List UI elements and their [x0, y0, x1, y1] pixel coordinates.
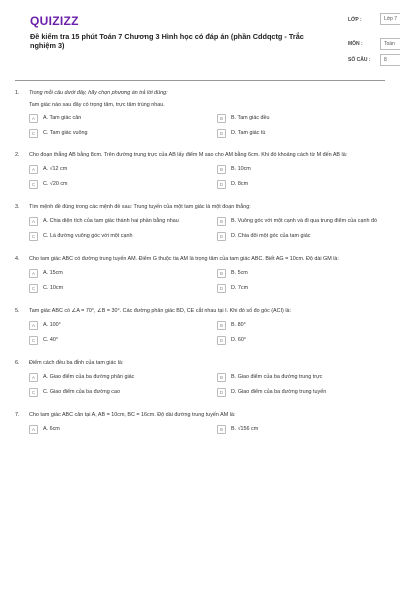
question-subtext: Tam giác nào sau đây có trọng tâm, trực tâm trùng nhau.	[29, 102, 165, 108]
option-letter-box: A	[29, 217, 38, 226]
answer-option-b[interactable]	[217, 373, 385, 382]
option-letter-box: D	[217, 388, 226, 397]
question-item	[15, 360, 385, 397]
count-value: 8	[380, 54, 400, 66]
question-text: Trong mỗi câu dưới đây, hãy chọn phương án trả lời đúng:	[29, 90, 168, 96]
answer-option-a[interactable]	[29, 373, 197, 382]
option-letter-box: C	[29, 336, 38, 345]
question-list	[15, 90, 385, 434]
document-title: Đề kiểm tra 15 phút Toán 7 Chương 3 Hình học có đáp án (phần Cddqctg - Trắc nghiệm 3)	[30, 32, 304, 50]
answer-option-b[interactable]	[217, 165, 385, 174]
option-letter-box: C	[29, 232, 38, 241]
answer-option-b[interactable]	[217, 321, 385, 330]
answer-option-b[interactable]	[217, 114, 385, 123]
option-letter-box: C	[29, 388, 38, 397]
question-header	[15, 90, 385, 97]
option-letter-box: B	[217, 425, 226, 434]
answer-option-a[interactable]	[29, 321, 197, 330]
answer-options	[29, 114, 385, 138]
question-text: Cho tam giác ABC cân tại A, AB = 10cm, BC = 16cm. Độ dài đường trung tuyến AM là:	[29, 412, 236, 418]
answer-option-b[interactable]	[217, 425, 385, 434]
option-text: B. √156 cm	[231, 426, 259, 432]
option-text: D. Chia đôi một góc của tam giác	[231, 233, 311, 239]
question-header	[15, 256, 385, 263]
option-text: C. Tam giác vuông	[43, 130, 88, 136]
answer-option-c[interactable]	[29, 232, 197, 241]
option-letter-box: A	[29, 269, 38, 278]
question-number: 3.	[15, 204, 20, 210]
option-letter-box: B	[217, 373, 226, 382]
option-text: D. 8cm	[231, 181, 249, 187]
answer-option-d[interactable]	[217, 232, 385, 241]
option-letter-box: A	[29, 114, 38, 123]
answer-option-c[interactable]	[29, 336, 197, 345]
question-header	[15, 412, 385, 419]
option-text: B. 80°	[231, 322, 246, 328]
option-letter-box: B	[217, 114, 226, 123]
option-letter-box: B	[217, 165, 226, 174]
option-text: D. 60°	[231, 337, 247, 343]
answer-option-c[interactable]	[29, 284, 197, 293]
answer-option-c[interactable]	[29, 388, 197, 397]
answer-option-d[interactable]	[217, 388, 385, 397]
class-value: Lớp 7	[380, 13, 400, 25]
answer-option-c[interactable]	[29, 180, 197, 189]
answer-options	[29, 373, 385, 397]
option-text: B. Tam giác đều	[231, 115, 270, 121]
question-number: 6.	[15, 360, 20, 366]
question-number: 7.	[15, 412, 20, 418]
question-number: 4.	[15, 256, 20, 262]
question-header	[15, 152, 385, 159]
option-letter-box: D	[217, 180, 226, 189]
option-letter-box: D	[217, 129, 226, 138]
option-letter-box: C	[29, 129, 38, 138]
option-text: B. Giao điểm của ba đường trung trực	[231, 374, 323, 380]
question-header	[15, 360, 385, 367]
question-text: Tìm mệnh đề đúng trong các mệnh đề sau: Trung tuyến của một tam giác là một đoạn thẳng:	[29, 204, 251, 210]
option-letter-box: C	[29, 284, 38, 293]
option-letter-box: A	[29, 373, 38, 382]
subject-value: Toán	[380, 38, 400, 50]
answer-options	[29, 165, 385, 189]
header-divider	[15, 80, 385, 81]
answer-option-a[interactable]	[29, 165, 197, 174]
question-header	[15, 204, 385, 211]
option-text: B. 5cm	[231, 270, 248, 276]
option-letter-box: D	[217, 336, 226, 345]
option-text: A. Chia diện tích của tam giác thành hai phần bằng nhau	[43, 218, 179, 224]
question-item	[15, 412, 385, 434]
answer-option-a[interactable]	[29, 269, 197, 278]
answer-option-d[interactable]	[217, 284, 385, 293]
question-number: 5.	[15, 308, 20, 314]
question-item	[15, 90, 385, 138]
option-text: B. 10cm	[231, 166, 251, 172]
answer-option-b[interactable]	[217, 217, 385, 226]
option-letter-box: D	[217, 284, 226, 293]
question-item	[15, 204, 385, 241]
option-text: A. Giao điểm của ba đường phân giác	[43, 374, 135, 380]
answer-option-d[interactable]	[217, 180, 385, 189]
answer-option-d[interactable]	[217, 129, 385, 138]
question-item	[15, 256, 385, 293]
option-text: D. Giao điểm của ba đường trung tuyến	[231, 389, 327, 395]
option-text: C. 10cm	[43, 285, 64, 291]
option-text: B. Vuông góc với một cạnh và đi qua trung điểm của cạnh đó	[231, 218, 377, 224]
option-text: A. 100°	[43, 322, 61, 328]
question-header	[15, 308, 385, 315]
option-text: C. 40°	[43, 337, 59, 343]
option-letter-box: C	[29, 180, 38, 189]
class-label: LỚP :	[348, 17, 362, 23]
answer-option-a[interactable]	[29, 114, 197, 123]
question-item	[15, 308, 385, 345]
answer-option-a[interactable]	[29, 425, 197, 434]
question-text: Cho tam giác ABC có đường trung tuyến AM. Điểm G thuộc tia AM là trọng tâm của tam giác ABC. Biết AG = 10cm. Độ dài GM là:	[29, 256, 339, 262]
option-letter-box: A	[29, 321, 38, 330]
option-text: C. Là đường vuông góc với một cạnh	[43, 233, 133, 239]
option-letter-box: A	[29, 165, 38, 174]
option-letter-box: B	[217, 321, 226, 330]
answer-option-c[interactable]	[29, 129, 197, 138]
answer-options	[29, 425, 385, 434]
option-letter-box: B	[217, 269, 226, 278]
option-text: A. Tam giác cân	[43, 115, 82, 121]
worksheet-header	[15, 0, 398, 76]
answer-option-d[interactable]	[217, 336, 385, 345]
option-text: D. Tam giác tù	[231, 130, 266, 136]
answer-options	[29, 269, 385, 293]
quizizz-logo: QUIZIZZ	[30, 14, 79, 28]
count-label: SỐ CÂU :	[348, 57, 371, 63]
option-text: A. √12 cm	[43, 166, 68, 172]
question-number: 2.	[15, 152, 20, 158]
option-text: A. 15cm	[43, 270, 63, 276]
answer-options	[29, 321, 385, 345]
option-letter-box: B	[217, 217, 226, 226]
question-text: Điểm cách đều ba đỉnh của tam giác là:	[29, 360, 124, 366]
question-text: Cho đoạn thẳng AB bằng 8cm. Trên đường trung trực của AB lấy điểm M sao cho AM bằng 6cm. Khi đó khoảng cách từ M đến AB là:	[29, 152, 348, 158]
option-letter-box: D	[217, 232, 226, 241]
answer-options	[29, 217, 385, 241]
option-letter-box: A	[29, 425, 38, 434]
option-text: A. 6cm	[43, 426, 60, 432]
option-text: C. Giao điểm của ba đường cao	[43, 389, 120, 395]
subject-label: MÔN :	[348, 41, 363, 47]
answer-option-a[interactable]	[29, 217, 197, 226]
answer-option-b[interactable]	[217, 269, 385, 278]
option-text: D. 7cm	[231, 285, 249, 291]
question-item	[15, 152, 385, 189]
question-number: 1.	[15, 90, 20, 96]
question-text: Tam giác ABC có ∠A = 70°, ∠B = 30°. Các đường phân giác BD, CE cắt nhau tại I. Khi đó số đo góc (ACI) là:	[29, 308, 292, 314]
option-text: C. √20 cm	[43, 181, 68, 187]
